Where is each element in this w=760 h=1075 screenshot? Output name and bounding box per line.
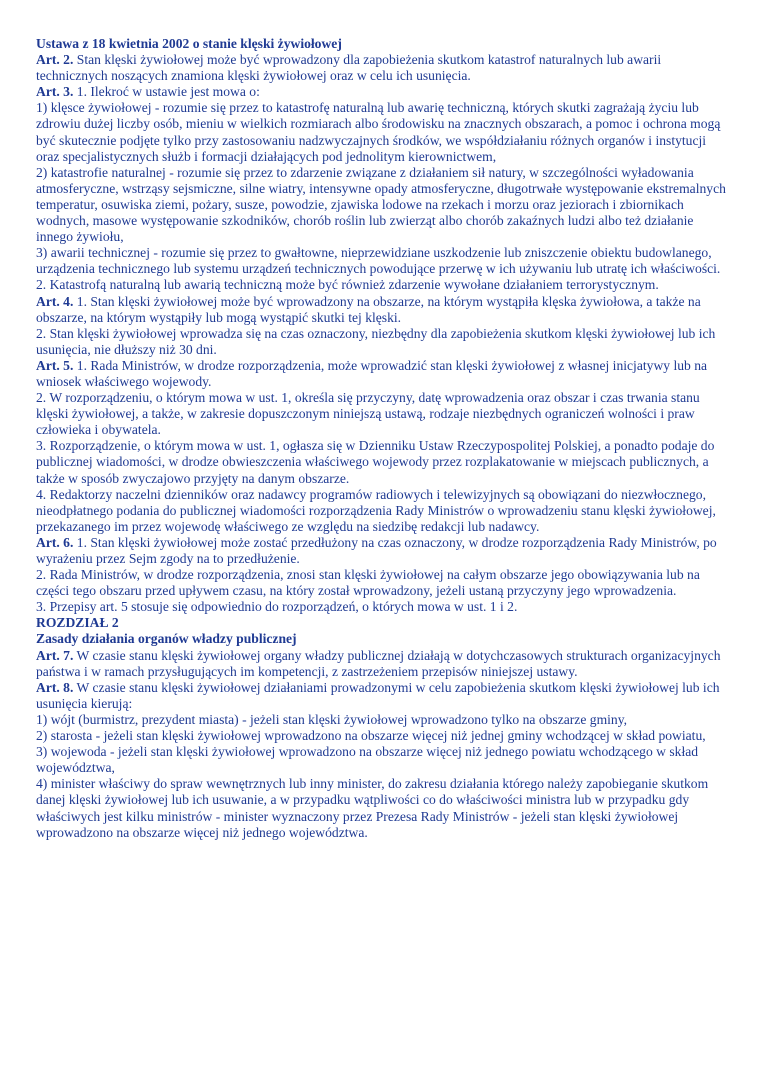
paragraph [36,390,726,438]
paragraph-text: W czasie stanu klęski żywiołowej działaniami prowadzonymi w celu zapobieżenia skutkom klęski żywiołowej lub ich usunięcia kierują: [36,679,720,711]
article-label: Art. 4. [36,293,74,309]
chapter-subheading: Zasady działania organów władzy publicznej [36,631,297,647]
paragraph-text: 4. Redaktorzy naczelni dzienników oraz nadawcy programów radiowych i telewizyjnych są obowiązani do niezwłocznego, nieodpłatnego podania do publicznej wiadomości rozporządzenia Rady Ministrów o wprowadzeniu stanu klęski żywiołowej, przekazanego im przez wojewodę właściwego ze względu na siedzibę redakcji lub nadawcy. [36,486,716,534]
paragraph-text: Stan klęski żywiołowej może być wprowadzony dla zapobieżenia skutkom katastrof naturalnych lub awarii technicznych noszących znamiona klęski żywiołowej oraz w celu ich usunięcia. [36,52,662,84]
article-label: Art. 6. [36,534,74,550]
paragraph-text: 1. Rada Ministrów, w drodze rozporządzenia, może wprowadzić stan klęski żywiołowej z własnej inicjatywy lub na wniosek właściwego wojewody. [36,357,708,389]
paragraph [36,776,726,840]
article-paragraph [36,358,726,390]
paragraph-text: 3. Przepisy art. 5 stosuje się odpowiednio do rozporządzeń, o których mowa w ust. 1 i 2. [36,599,518,615]
article-paragraph [36,294,726,326]
paragraph [36,728,726,744]
articles-section-1 [36,52,726,615]
chapter-heading: ROZDZIAŁ 2 [36,615,119,631]
paragraph-text: 2) starosta - jeżeli stan klęski żywiołowej wprowadzono na obszarze więcej niż jednej gminy wchodzącej w skład powiatu, [36,728,706,744]
paragraph [36,599,726,615]
paragraph-text: 2) katastrofie naturalnej - rozumie się przez to zdarzenie związane z działaniem sił natury, w szczególności wyładowania atmosferyczne, wstrząsy sejsmiczne, silne wiatry, intensywne opady atmosferyczne, długotrwałe występowanie ekstremalnych temperatur, osuwiska ziemi, pożary, susze, powodzie, zjawiska lodowe na rzekach i morzu oraz jeziorach i zbiornikach wodnych, masowe występowanie szkodników, chorób roślin lub zwierząt albo chorób zakaźnych ludzi albo też działanie innego żywiołu, [36,164,726,245]
paragraph [36,438,726,486]
paragraph [36,567,726,599]
article-label: Art. 5. [36,357,74,373]
paragraph-text: 1. Stan klęski żywiołowej może zostać przedłużony na czas oznaczony, w drodze rozporządzenia Rady Ministrów, po wyrażeniu przez Sejm zgody na to przedłużenie. [36,534,717,566]
paragraph-text: W czasie stanu klęski żywiołowej organy władzy publicznej działają w dotychczasowych strukturach organizacyjnych państwa i w ramach przysługujących im kompetencji, z zastrzeżeniem przepisów niniejszej ustawy. [36,647,721,679]
paragraph [36,487,726,535]
paragraph-text: 1. Ilekroć w ustawie jest mowa o: [73,84,260,100]
paragraph-text: 1. Stan klęski żywiołowej może być wprowadzony na obszarze, na którym wystąpiła klęska żywiołowa, a także na obszarze, na którym wystąpiły lub mogą wystąpić skutki tej klęski. [36,293,701,325]
paragraph-text: 2. Stan klęski żywiołowej wprowadza się na czas oznaczony, niezbędny dla zapobieżenia skutkom klęski żywiołowej lub ich usunięcia, nie dłuższy niż 30 dni. [36,325,716,357]
article-label: Art. 2. [36,52,74,68]
paragraph [36,712,726,728]
paragraph-text: 2. Rada Ministrów, w drodze rozporządzenia, znosi stan klęski żywiołowej na całym obszarze jego obowiązywania lub na części tego obszaru przed upływem czasu, na który został wprowadzony, jeżeli ustaną przyczyny jego wprowadzenia. [36,567,700,599]
document-body [36,36,726,841]
paragraph [36,100,726,164]
paragraph [36,277,726,293]
article-paragraph [36,52,726,84]
article-paragraph [36,648,726,680]
article-label: Art. 3. [36,84,74,100]
paragraph [36,744,726,776]
paragraph [36,326,726,358]
paragraph [36,165,726,245]
articles-section-2 [36,648,726,841]
article-paragraph [36,84,726,100]
paragraph-text: 3) awarii technicznej - rozumie się przez to gwałtowne, nieprzewidziane uszkodzenie lub zniszczenie obiektu budowlanego, urządzenia technicznego lub systemu urządzeń technicznych powodujące przerwę w ich używaniu lub utratę ich właściwości. [36,245,721,277]
article-paragraph [36,535,726,567]
document-title: Ustawa z 18 kwietnia 2002 o stanie klęski żywiołowej [36,36,342,51]
paragraph-text: 1) wójt (burmistrz, prezydent miasta) - jeżeli stan klęski żywiołowej wprowadzono tylko na obszarze gminy, [36,711,628,727]
paragraph [36,245,726,277]
article-label: Art. 8. [36,679,74,695]
paragraph-text: 2. Katastrofą naturalną lub awarią techniczną może być również zdarzenie wywołane działaniem terrorystycznym. [36,277,659,293]
article-label: Art. 7. [36,647,74,663]
article-paragraph [36,680,726,712]
paragraph-text: 2. W rozporządzeniu, o którym mowa w ust. 1, określa się przyczyny, datę wprowadzenia oraz obszar i czas trwania stanu klęski żywiołowej, a także, w zakresie dopuszczonym niniejszą ustawą, rodzaje niezbędnych ograniczeń wolności i praw człowieka i obywatela. [36,390,700,438]
paragraph-text: 1) klęsce żywiołowej - rozumie się przez to katastrofę naturalną lub awarię techniczną, których skutki zagrażają życiu lub zdrowiu dużej liczby osób, mieniu w wielkich rozmiarach albo środowisku na znacznych obszarach, a pomoc i ochrona mogą być skutecznie podjęte tylko przy zastosowaniu nadzwyczajnych środków, we współdziałaniu różnych organów i instytucji oraz specjalistycznych służb i formacji działających pod jednolitym kierownictwem, [36,100,721,164]
paragraph-text: 3) wojewoda - jeżeli stan klęski żywiołowej wprowadzono na obszarze więcej niż jednego powiatu wchodzącego w skład województwa, [36,744,699,776]
paragraph-text: 4) minister właściwy do spraw wewnętrznych lub inny minister, do zakresu działania którego należy zapobieganie skutkom danej klęski żywiołowej lub ich usuwanie, a w przypadku wątpliwości co do właściwości ministra lub w przypadku gdy właściwych jest kilku ministrów - minister wyznaczony przez Prezesa Rady Ministrów - jeżeli stan klęski żywiołowej wprowadzono na obszarze więcej niż jednego województwa. [36,776,709,840]
paragraph-text: 3. Rozporządzenie, o którym mowa w ust. 1, ogłasza się w Dzienniku Ustaw Rzeczypospolitej Polskiej, a ponadto podaje do publicznej wiadomości, w drodze obwieszczenia właściwego wojewody przez rozplakatowanie w miejscach publicznych, a także w sposób zwyczajowo przyjęty na danym obszarze. [36,438,715,486]
